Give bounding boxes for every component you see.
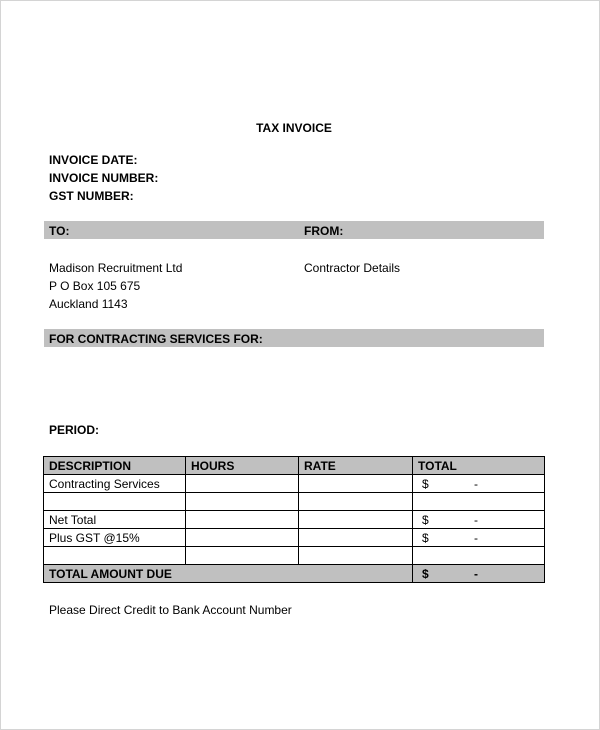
line-items-table (43, 456, 545, 583)
row-description (44, 493, 186, 511)
table-row (44, 547, 545, 565)
currency-symbol: $ (422, 476, 429, 491)
period-label: PERIOD: (49, 423, 100, 437)
row-rate (299, 475, 413, 493)
col-header-description: DESCRIPTION (44, 457, 186, 475)
row-total (413, 493, 545, 511)
amount-value: - (474, 512, 478, 527)
amount-value: - (474, 530, 478, 545)
row-hours (186, 511, 299, 529)
row-rate (299, 529, 413, 547)
table-row (44, 493, 545, 511)
table-row (44, 511, 545, 529)
row-total (413, 511, 545, 529)
invoice-number-label: INVOICE NUMBER: (49, 171, 159, 185)
currency-symbol: $ (422, 530, 429, 545)
table-row (44, 529, 545, 547)
services-label: FOR CONTRACTING SERVICES FOR: (49, 332, 263, 346)
payment-instruction: Please Direct Credit to Bank Account Number (49, 603, 292, 617)
row-description: Plus GST @15% (44, 529, 186, 547)
row-hours (186, 475, 299, 493)
currency-symbol: $ (422, 566, 429, 581)
row-hours (186, 547, 299, 565)
total-amount-row (44, 565, 545, 583)
col-header-total: TOTAL (413, 457, 545, 475)
row-total (413, 529, 545, 547)
gst-number-label: GST NUMBER: (49, 189, 134, 203)
to-address-line: P O Box 105 675 (49, 279, 141, 293)
row-hours (186, 493, 299, 511)
total-amount-cell (413, 565, 545, 583)
to-address-line: Madison Recruitment Ltd (49, 261, 183, 275)
to-label: TO: (49, 224, 70, 238)
table-row (44, 475, 545, 493)
amount-value: - (474, 566, 478, 581)
row-rate (299, 547, 413, 565)
total-amount-label: TOTAL AMOUNT DUE (44, 565, 413, 583)
row-description: Net Total (44, 511, 186, 529)
row-total (413, 475, 545, 493)
row-rate (299, 511, 413, 529)
row-hours (186, 529, 299, 547)
currency-symbol: $ (422, 512, 429, 527)
amount-value: - (474, 476, 478, 491)
col-header-rate: RATE (299, 457, 413, 475)
row-description (44, 547, 186, 565)
row-total (413, 547, 545, 565)
services-header-bar (44, 329, 544, 347)
to-address-line: Auckland 1143 (49, 297, 128, 311)
from-details: Contractor Details (304, 261, 401, 275)
page-title: TAX INVOICE (256, 121, 332, 135)
invoice-date-label: INVOICE DATE: (49, 153, 138, 167)
table-header-row (44, 457, 545, 475)
from-label: FROM: (304, 224, 344, 238)
col-header-hours: HOURS (186, 457, 299, 475)
row-rate (299, 493, 413, 511)
to-from-header-bar (44, 221, 544, 239)
row-description: Contracting Services (44, 475, 186, 493)
